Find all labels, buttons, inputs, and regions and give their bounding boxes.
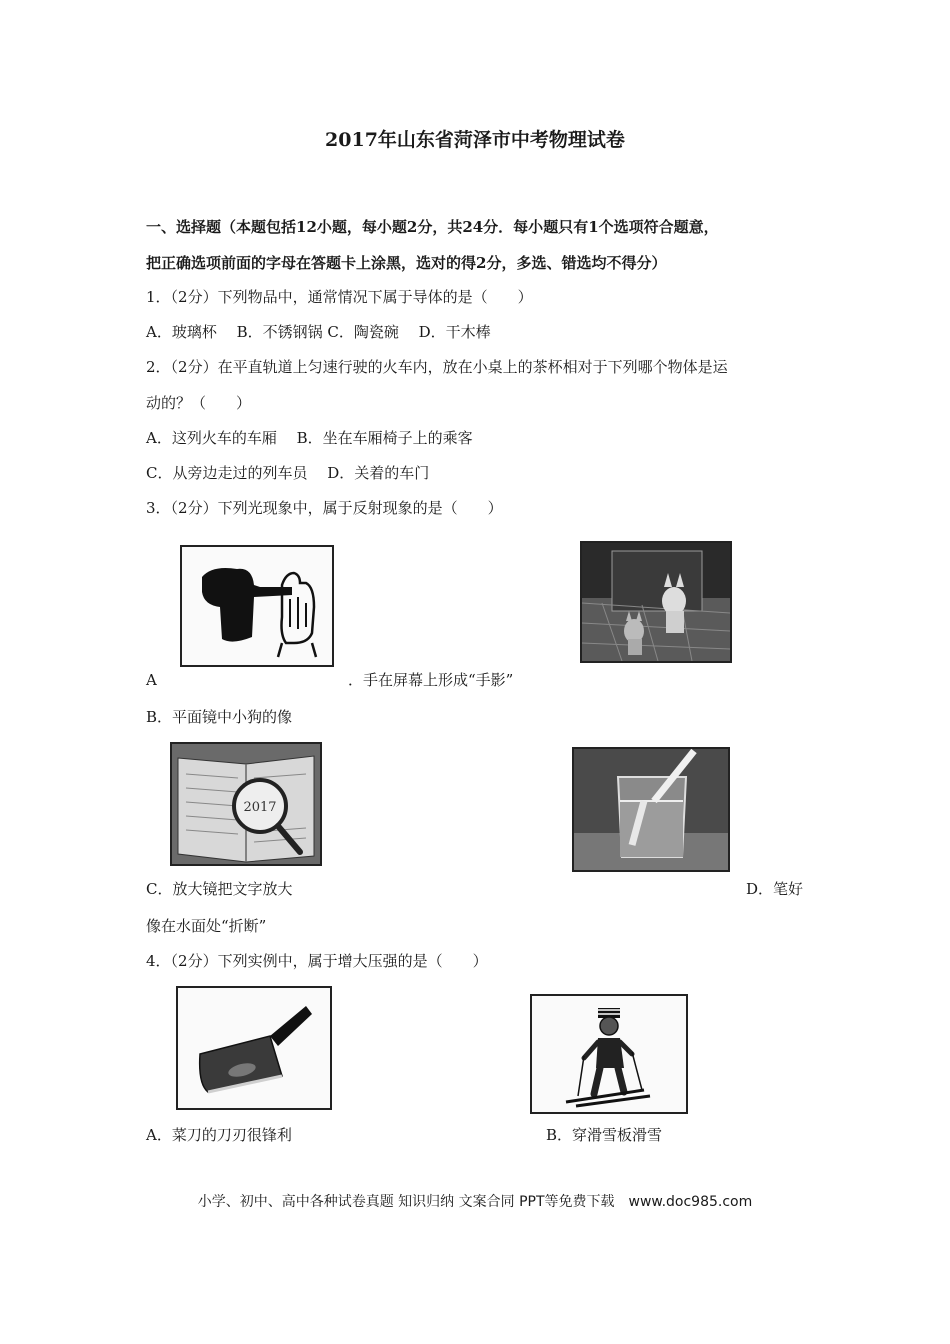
- section-heading-line-2: 把正确选项前面的字母在答题卡上涂黑，选对的得2分，多选、错选均不得分）: [146, 254, 667, 272]
- question-4-option-a: A．菜刀的刀刃很锋利: [146, 1126, 292, 1144]
- question-3-stem: 3．（2分）下列光现象中，属于反射现象的是（ ）: [146, 499, 503, 517]
- question-1-stem: 1．（2分）下列物品中，通常情况下属于导体的是（ ）: [146, 288, 533, 306]
- question-1-options: A．玻璃杯 B．不锈钢锅 C．陶瓷碗 D．干木棒: [146, 323, 491, 341]
- skier-image: [530, 994, 688, 1114]
- question-3-option-a-letter: A: [146, 671, 157, 689]
- question-3-option-b: B．平面镜中小狗的像: [146, 708, 293, 726]
- question-3-option-a-text: ．手在屏幕上形成“手影”: [348, 671, 514, 689]
- section-heading-line-1: 一、选择题（本题包括12小题，每小题2分，共24分．每小题只有1个选项符合题意，: [146, 218, 719, 236]
- question-3-option-d-part-1: D．笔好: [746, 880, 804, 898]
- dog-mirror-image: [580, 541, 732, 663]
- hand-shadow-image: [180, 545, 334, 667]
- cleaver-image: [176, 986, 332, 1110]
- question-3-option-d-part-2: 像在水面处“折断”: [146, 917, 267, 935]
- question-2-options-cd: C．从旁边走过的列车员 D．关着的车门: [146, 464, 430, 482]
- magnifier-text: 2017: [243, 800, 277, 815]
- magnifier-book-image: [170, 742, 322, 866]
- question-2-stem-line-2: 动的？（ ）: [146, 394, 252, 412]
- page-footer: 小学、初中、高中各种试卷真题 知识归纳 文案合同 PPT等免费下载 www.doc985.com: [197, 1194, 753, 1210]
- question-4-stem: 4．（2分）下列实例中，属于增大压强的是（ ）: [146, 952, 488, 970]
- question-3-option-c: C．放大镜把文字放大: [146, 880, 293, 898]
- page-title: 2017年山东省菏泽市中考物理试卷: [325, 129, 625, 151]
- question-4-option-b: B．穿滑雪板滑雪: [546, 1126, 663, 1144]
- question-2-stem-line-1: 2．（2分）在平直轨道上匀速行驶的火车内，放在小桌上的茶杯相对于下列哪个物体是运: [146, 358, 728, 376]
- question-2-options-ab: A．这列火车的车厢 B．坐在车厢椅子上的乘客: [146, 429, 473, 447]
- pencil-water-glass-image: [572, 747, 730, 872]
